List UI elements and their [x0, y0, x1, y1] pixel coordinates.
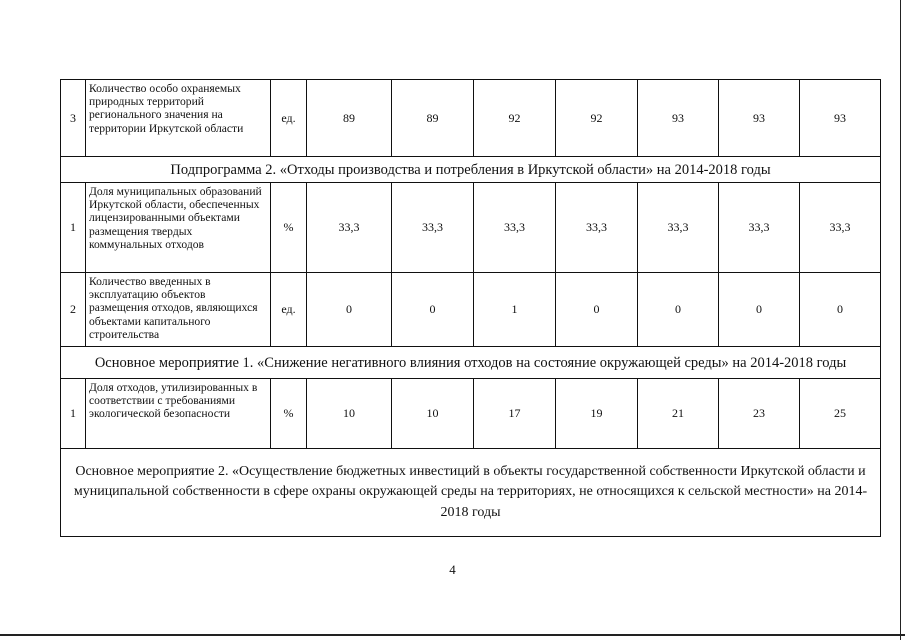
table-row [61, 379, 881, 449]
value-cell: 92 [474, 80, 556, 157]
table-row [61, 80, 881, 157]
indicator-name: Доля муниципальных образований Иркутской области, обеспеченных лицензированными объектами размещения твердых коммунальных отходов [86, 183, 271, 273]
value-cell: 33,3 [638, 183, 719, 273]
value-cell: 0 [392, 273, 474, 347]
indicator-name: Количество введенных в эксплуатацию объектов размещения отходов, являющихся объектами капитального строительства [86, 273, 271, 347]
value-cell: 19 [556, 379, 638, 449]
section-title: Основное мероприятие 2. «Осуществление бюджетных инвестиций в объекты государственной собственности Иркутской области и муниципальной собственности в сфере охраны окружающей среды на территориях, не относящихся к сельской местности» на 2014-2018 годы [61, 449, 881, 537]
table-row [61, 273, 881, 347]
value-cell: 23 [719, 379, 800, 449]
value-cell: 0 [307, 273, 392, 347]
value-cell: 93 [800, 80, 881, 157]
value-cell: 93 [719, 80, 800, 157]
page-number: 4 [449, 562, 456, 577]
section-title: Основное мероприятие 1. «Снижение негативного влияния отходов на состояние окружающей среды» на 2014-2018 годы [61, 347, 881, 379]
value-cell: 0 [638, 273, 719, 347]
row-number: 1 [61, 379, 86, 449]
indicators-table [60, 79, 881, 537]
section-title: Подпрограмма 2. «Отходы производства и потребления в Иркутской области» на 2014-2018 годы [61, 157, 881, 183]
value-cell: 1 [474, 273, 556, 347]
value-cell: 93 [638, 80, 719, 157]
unit-cell: % [271, 183, 307, 273]
value-cell: 10 [307, 379, 392, 449]
value-cell: 89 [392, 80, 474, 157]
page-edge-bottom [0, 634, 905, 636]
unit-cell: ед. [271, 273, 307, 347]
section-row [61, 449, 881, 537]
table-row [61, 183, 881, 273]
unit-cell: % [271, 379, 307, 449]
row-number: 1 [61, 183, 86, 273]
value-cell: 33,3 [307, 183, 392, 273]
value-cell: 92 [556, 80, 638, 157]
value-cell: 0 [800, 273, 881, 347]
indicator-name: Доля отходов, утилизированных в соответствии с требованиями экологической безопасности [86, 379, 271, 449]
section-row [61, 157, 881, 183]
value-cell: 21 [638, 379, 719, 449]
row-number: 3 [61, 80, 86, 157]
value-cell: 89 [307, 80, 392, 157]
value-cell: 10 [392, 379, 474, 449]
value-cell: 33,3 [719, 183, 800, 273]
value-cell: 0 [556, 273, 638, 347]
value-cell: 0 [719, 273, 800, 347]
value-cell: 33,3 [800, 183, 881, 273]
value-cell: 33,3 [556, 183, 638, 273]
value-cell: 33,3 [392, 183, 474, 273]
value-cell: 25 [800, 379, 881, 449]
page-edge-right [900, 0, 901, 640]
indicator-name: Количество особо охраняемых природных территорий регионального значения на территории Иркутской области [86, 80, 271, 157]
value-cell: 33,3 [474, 183, 556, 273]
value-cell: 17 [474, 379, 556, 449]
row-number: 2 [61, 273, 86, 347]
unit-cell: ед. [271, 80, 307, 157]
section-row [61, 347, 881, 379]
